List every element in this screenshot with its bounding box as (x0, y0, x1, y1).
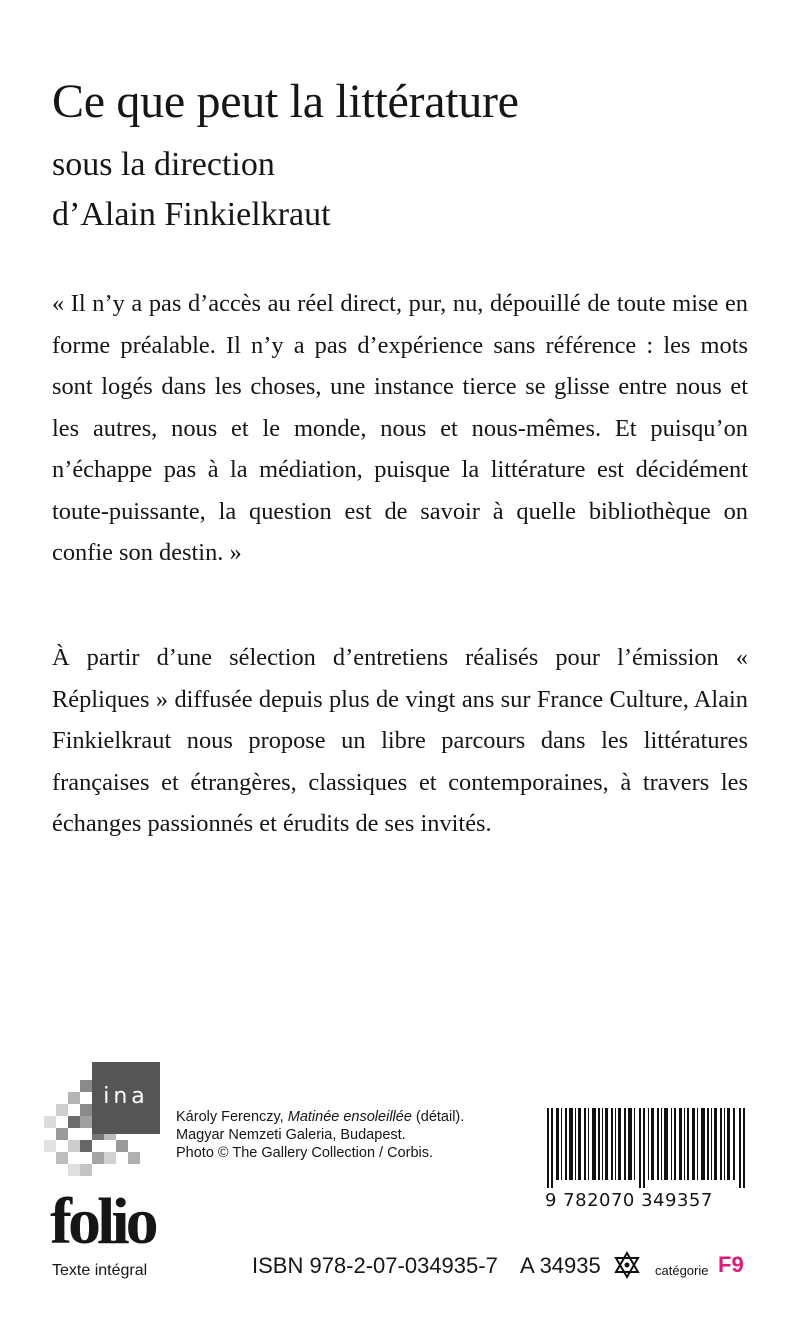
folio-logo: folio (50, 1185, 155, 1258)
folio-subtitle: Texte intégral (52, 1262, 148, 1279)
barcode-icon (547, 1108, 747, 1188)
category-label: catégorie (655, 1263, 709, 1278)
back-cover-blurb: À partir d’une sélection d’entretiens réalisés pour l’émission « Répliques » diffusée depuis plus de vingt ans sur France Culture, Alain Finkielkraut nous propose un libre parcours dans les littératures françaises et étrangères, classiques et contemporaines, à travers les échanges passionnés et érudits de ses invités. (52, 644, 748, 837)
ina-logo-label: ina (92, 1062, 160, 1134)
credit-line-2: Magyar Nemzeti Galeria, Budapest. (176, 1127, 406, 1143)
publisher-code: A 34935 (520, 1253, 601, 1278)
isbn-number: ISBN 978-2-07-034935-7 (252, 1253, 498, 1278)
credit-author: Károly Ferenczy, (176, 1109, 284, 1125)
back-cover-quote: « Il n’y a pas d’accès au réel direct, pur, nu, dépouillé de toute mise en forme préalable. Il n’y a pas d’expérience sans référence : les mots sont logés dans les choses, une instance tierce se glisse entre nous et les autres, nous et le monde, nous et nous-mêmes. Et puisqu’on n’échappe pas à la médiation, puisque la littérature est décidément toute-puissante, la question est de savoir à quelle bibliothèque on confie son destin. » (52, 290, 748, 566)
credit-line-1 (176, 1108, 464, 1126)
barcode-digits: 9 782070 349357 (545, 1190, 713, 1211)
subtitle-line-1: sous la direction (52, 146, 275, 183)
cover-credit (176, 1108, 464, 1162)
credit-detail: (détail). (415, 1109, 465, 1125)
credit-line-3: Photo © The Gallery Collection / Corbis. (176, 1145, 434, 1161)
category-code: F9 (718, 1252, 744, 1277)
credit-artwork: Matinée ensoleillée (287, 1109, 412, 1125)
book-title: Ce que peut la littérature (52, 75, 519, 128)
book-subtitle (52, 140, 331, 240)
subtitle-line-2: d’Alain Finkielkraut (52, 196, 331, 233)
star-of-david-icon (612, 1250, 642, 1280)
